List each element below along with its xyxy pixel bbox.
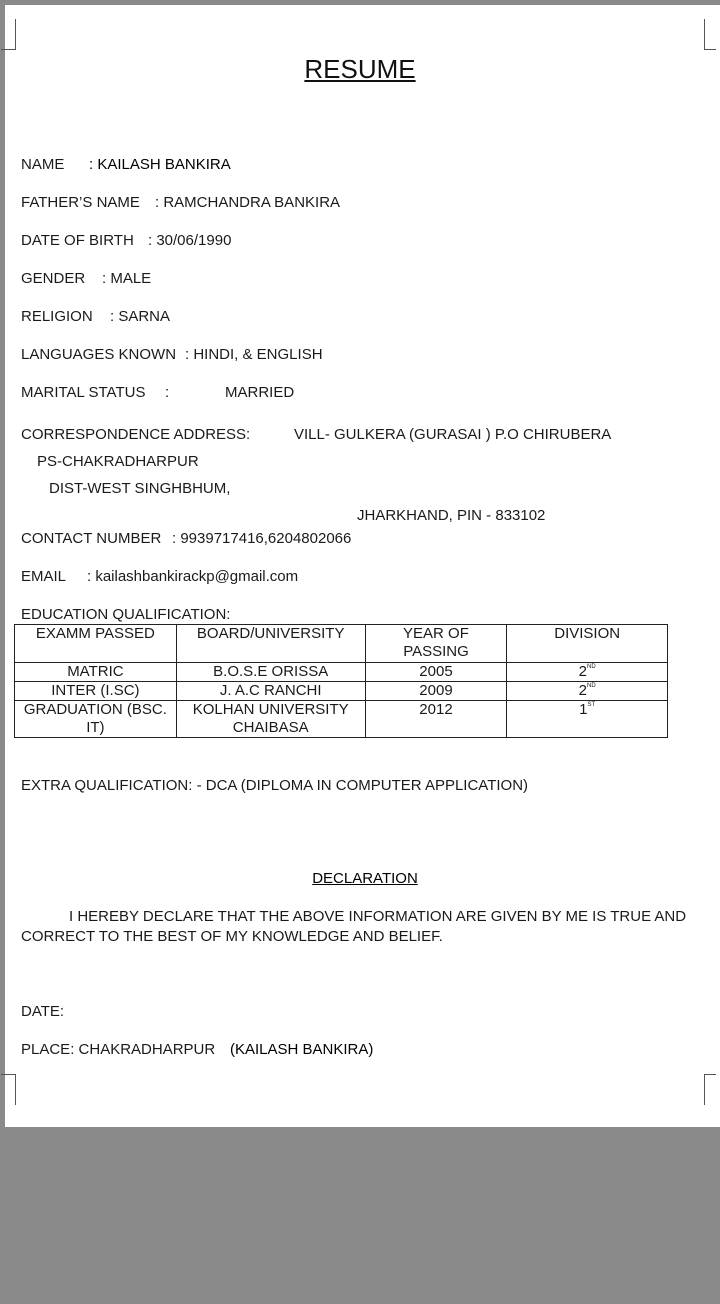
- father-name-value: : RAMCHANDRA BANKIRA: [155, 194, 341, 211]
- year-cell: 2012: [365, 701, 507, 738]
- signature-name: (KAILASH BANKIRA): [230, 1041, 374, 1058]
- religion-value: : SARNA: [110, 308, 171, 325]
- marital-status-value: MARRIED: [225, 384, 295, 401]
- address-line-3: DIST-WEST SINGHBHUM,: [49, 480, 231, 497]
- gender-label: GENDER: [21, 270, 86, 287]
- column-header-exam: EXAMM PASSED: [15, 625, 177, 663]
- division-suffix: ST: [587, 702, 596, 708]
- division-cell: [507, 663, 668, 682]
- marital-status-colon: :: [165, 384, 170, 401]
- declaration-line-1: I HEREBY DECLARE THAT THE ABOVE INFORMATION ARE GIVEN BY ME IS TRUE AND: [69, 908, 687, 925]
- board-cell: B.O.S.E ORISSA: [176, 663, 365, 682]
- email-label: EMAIL: [21, 568, 67, 585]
- division-suffix: ND: [587, 664, 596, 670]
- place-label: PLACE: CHAKRADHARPUR: [21, 1041, 216, 1058]
- division-value: 2: [578, 663, 587, 680]
- exam-cell: INTER (I.SC): [15, 682, 177, 701]
- contact-number-label: CONTACT NUMBER: [21, 530, 162, 547]
- languages-value: : HINDI, & ENGLISH: [185, 346, 323, 363]
- address-colon: :: [246, 426, 251, 443]
- table-row: [15, 663, 668, 682]
- year-cell: 2005: [365, 663, 507, 682]
- division-cell: [507, 682, 668, 701]
- exam-cell: GRADUATION (BSC. IT): [15, 701, 177, 738]
- division-value: 1: [579, 701, 588, 718]
- declaration-title: DECLARATION: [312, 870, 418, 887]
- father-name-label: FATHER’S NAME: [21, 194, 140, 211]
- crop-mark-bottom-left: [1, 1074, 16, 1105]
- division-suffix: ND: [587, 683, 596, 689]
- date-label: DATE:: [21, 1003, 65, 1020]
- address-line-2: PS-CHAKRADHARPUR: [37, 453, 199, 470]
- declaration-line-2: CORRECT TO THE BEST OF MY KNOWLEDGE AND BELIEF.: [21, 928, 443, 945]
- contact-number-value: : 9939717416,6204802066: [172, 530, 352, 547]
- table-header-row: [15, 625, 668, 663]
- division-value: 2: [578, 682, 587, 699]
- marital-status-label: MARITAL STATUS: [21, 384, 146, 401]
- exam-cell: MATRIC: [15, 663, 177, 682]
- dob-value: : 30/06/1990: [148, 232, 232, 249]
- crop-mark-bottom-right: [704, 1074, 716, 1105]
- education-table: [14, 624, 668, 738]
- table-row: [15, 682, 668, 701]
- address-label: CORRESPONDENCE ADDRESS: [21, 426, 247, 443]
- column-header-division: DIVISION: [507, 625, 668, 663]
- column-header-year: YEAR OF PASSING: [365, 625, 507, 663]
- crop-mark-top-right: [704, 19, 716, 50]
- resume-title: RESUME: [304, 54, 416, 84]
- education-heading: EDUCATION QUALIFICATION:: [21, 606, 231, 623]
- address-line-4: JHARKHAND, PIN - 833102: [357, 507, 546, 524]
- languages-label: LANGUAGES KNOWN: [21, 346, 177, 363]
- address-line-1: VILL- GULKERA (GURASAI ) P.O CHIRUBERA: [294, 426, 612, 443]
- name-value: : KAILASH BANKIRA: [89, 156, 231, 173]
- division-cell: [507, 701, 668, 738]
- year-cell: 2009: [365, 682, 507, 701]
- column-header-board: BOARD/UNIVERSITY: [176, 625, 365, 663]
- extra-qualification: EXTRA QUALIFICATION: - DCA (DIPLOMA IN COMPUTER APPLICATION): [21, 777, 529, 794]
- dob-label: DATE OF BIRTH: [21, 232, 134, 249]
- board-cell: J. A.C RANCHI: [176, 682, 365, 701]
- religion-label: RELIGION: [21, 308, 93, 325]
- crop-mark-top-left: [1, 19, 16, 50]
- table-row: [15, 701, 668, 738]
- email-value: : kailashbankirackp@gmail.com: [87, 568, 299, 585]
- name-label: NAME: [21, 156, 65, 173]
- board-cell: KOLHAN UNIVERSITY CHAIBASA: [176, 701, 365, 738]
- gender-value: : MALE: [102, 270, 152, 287]
